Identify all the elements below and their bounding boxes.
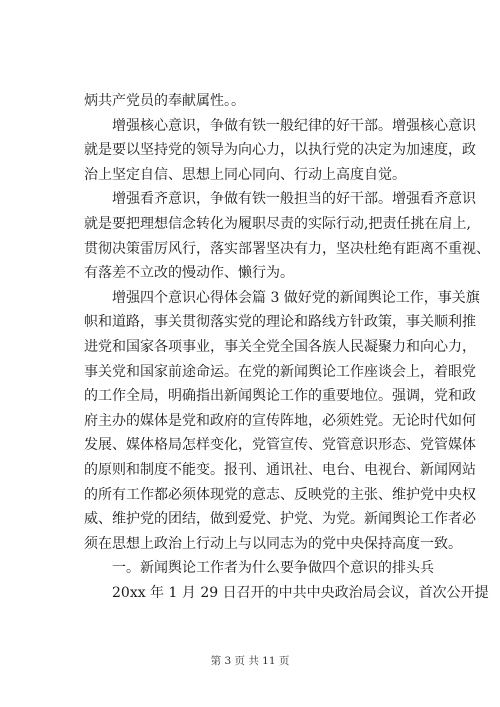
text-line: 就是要以坚持党的领导为向心力，以执行党的决定为加速度，政 — [84, 142, 476, 159]
text-line: 发展、媒体格局怎样变化，党管宣传、党管意识形态、党管媒体 — [84, 437, 476, 454]
text-line: 的工作全局，明确指出新闻舆论工作的重要地位。强调，党和政 — [84, 388, 476, 405]
text-line: 有落差不立改的慢动作、懒行为。 — [84, 265, 294, 282]
text-line: 增强四个意识心得体会篇 3 做好党的新闻舆论工作，事关旗 — [112, 289, 480, 306]
text-line: 进党和国家各项事业，事关全党全国各族人民凝聚力和向心力， — [84, 338, 476, 355]
text-line: 的所有工作都必须体现党的意志、反映党的主张、维护党中央权 — [84, 486, 476, 503]
text-line: 须在思想上政治上行动上与以同志为的党中央保持高度一致。 — [84, 535, 462, 552]
text-line: 帜和道路，事关贯彻落实党的理论和路线方针政策，事关顺利推 — [84, 314, 476, 331]
text-line: 一。新闻舆论工作者为什么要争做四个意识的排头兵 — [112, 560, 434, 577]
text-line: 府主办的媒体是党和政府的宣传阵地，必须姓党。无论时代如何 — [84, 412, 476, 429]
text-line: 事关党和国家前途命运。在党的新闻舆论工作座谈会上，着眼党 — [84, 363, 476, 380]
page-footer: 第 3 页 共 11 页 — [210, 655, 290, 667]
text-line: 增强核心意识，争做有铁一般纪律的好干部。增强核心意识 — [112, 117, 476, 134]
text-line: 增强看齐意识，争做有铁一般担当的好干部。增强看齐意识 — [112, 191, 476, 208]
document-body — [84, 89, 490, 605]
text-line: 贯彻决策雷厉风行，落实部署坚决有力，坚决杜绝有距离不重视、 — [84, 240, 490, 257]
text-line: 的原则和制度不能变。报刊、通讯社、电台、电视台、新闻网站 — [84, 461, 476, 478]
text-line: 治上坚定自信、思想上同心同向、行动上高度自觉。 — [84, 166, 406, 183]
text-line: 威、维护党的团结，做到爱党、护党、为党。新闻舆论工作者必 — [84, 511, 476, 528]
text-line: 就是要把理想信念转化为履职尽责的实际行动,把责任挑在肩上, — [84, 215, 471, 232]
text-line: 炳共产党员的奉献属性。。 — [84, 93, 245, 109]
text-line: 20xx 年 1 月 29 日召开的中共中央政治局会议，首次公开提 — [112, 584, 489, 601]
